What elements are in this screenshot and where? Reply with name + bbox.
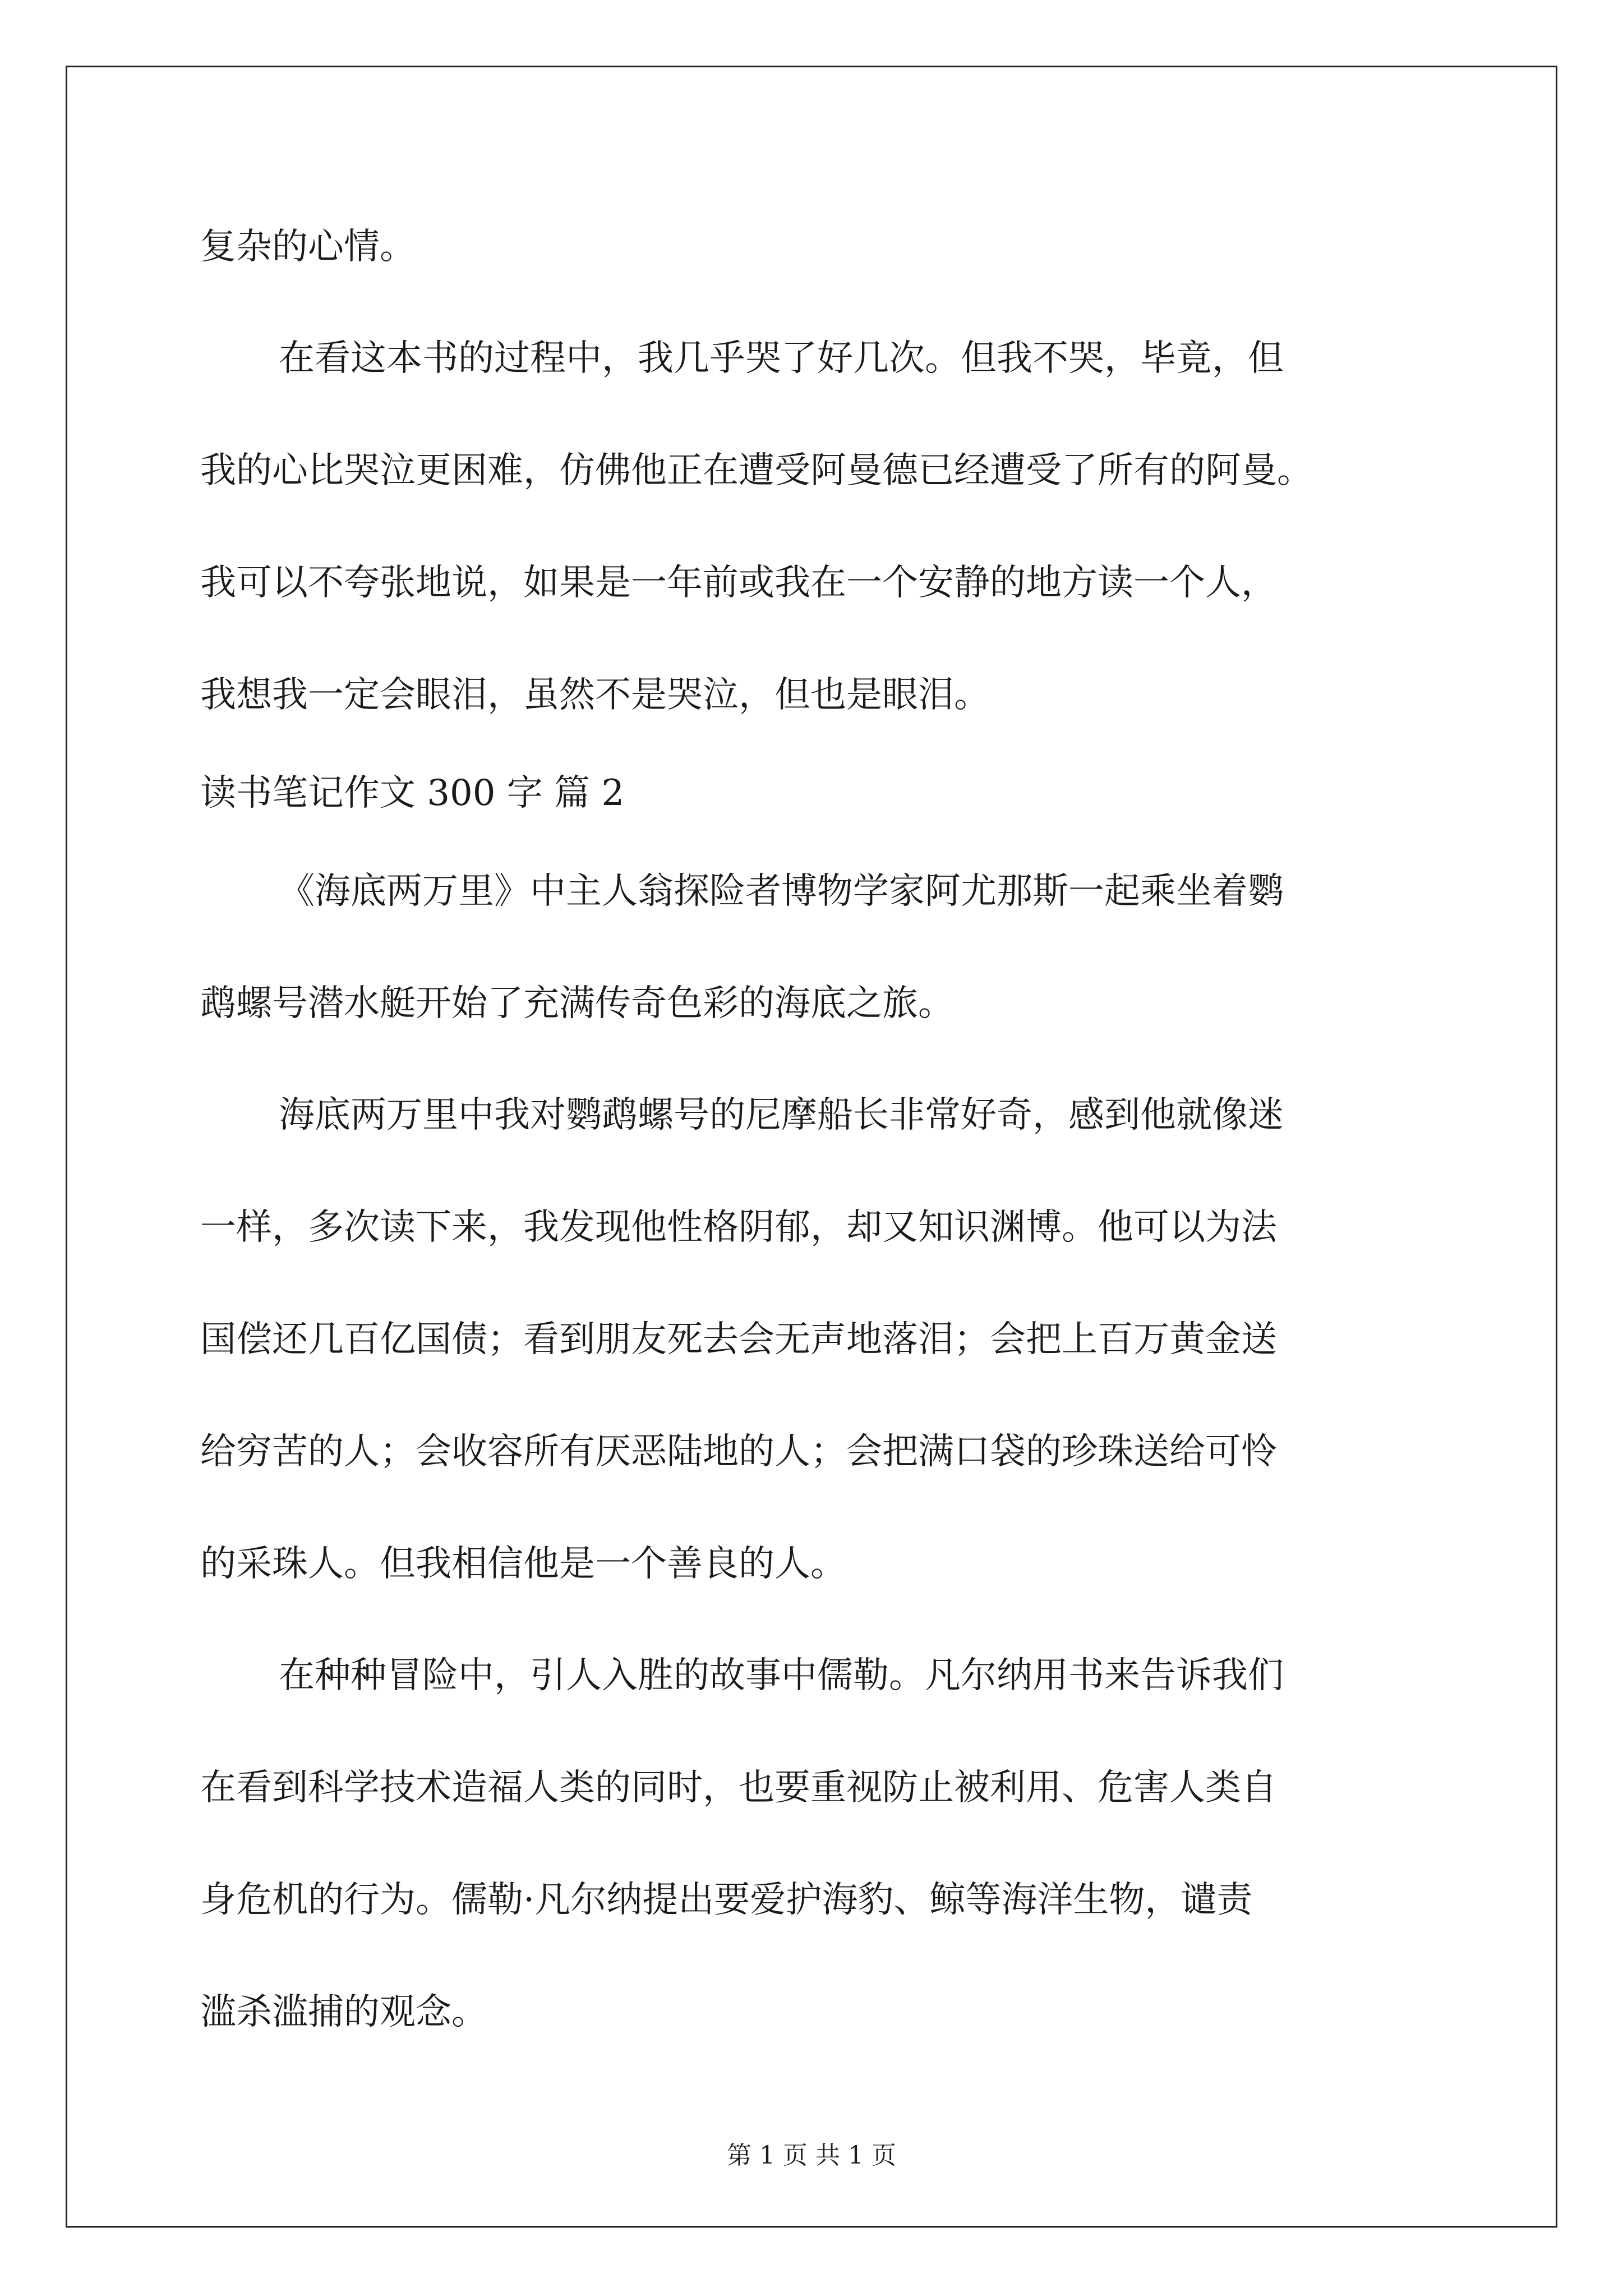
paragraph-line: 鹉螺号潜水艇开始了充满传奇色彩的海底之旅。 [200,983,954,1024]
paragraph-line: 我想我一定会眼泪，虽然不是哭泣，但也是眼泪。 [200,674,990,716]
paragraph-line: 我可以不夸张地说，如果是一年前或我在一个安静的地方读一个人， [200,562,1277,604]
paragraph-line: 滥杀滥捕的观念。 [200,1991,487,2033]
section-heading: 读书笔记作文 300 字 篇 2 [200,772,625,814]
paragraph-line: 身危机的行为。儒勒·凡尔纳提出要爱护海豹、鲸等海洋生物，谴责 [200,1879,1253,1921]
paragraph-line: 给穷苦的人；会收容所有厌恶陆地的人；会把满口袋的珍珠送给可怜 [200,1431,1277,1473]
paragraph-line: 《海底两万里》中主人翁探险者博物学家阿尤那斯一起乘坐着鹦 [279,871,1284,912]
page-footer: 第 1 页 共 1 页 [727,2141,896,2170]
paragraph-line: 的采珠人。但我相信他是一个善良的人。 [200,1543,846,1585]
paragraph-line: 在种种冒险中，引人入胜的故事中儒勒。凡尔纳用书来告诉我们 [279,1655,1284,1696]
paragraph-line: 我的心比哭泣更困难，仿佛他正在遭受阿曼德已经遭受了所有的阿曼。 [200,450,1313,491]
paragraph-line: 一样，多次读下来，我发现他性格阴郁，却又知识渊博。他可以为法 [200,1207,1277,1248]
paragraph-line: 国偿还几百亿国债；看到朋友死去会无声地落泪；会把上百万黄金送 [200,1319,1277,1360]
paragraph-line: 海底两万里中我对鹦鹉螺号的尼摩船长非常好奇，感到他就像迷 [279,1094,1284,1136]
paragraph-line: 在看到科学技术造福人类的同时，也要重视防止被利用、危害人类自 [200,1767,1277,1809]
paragraph-line: 在看这本书的过程中，我几乎哭了好几次。但我不哭，毕竟，但 [279,338,1284,379]
paragraph-line: 复杂的心情。 [200,226,416,268]
